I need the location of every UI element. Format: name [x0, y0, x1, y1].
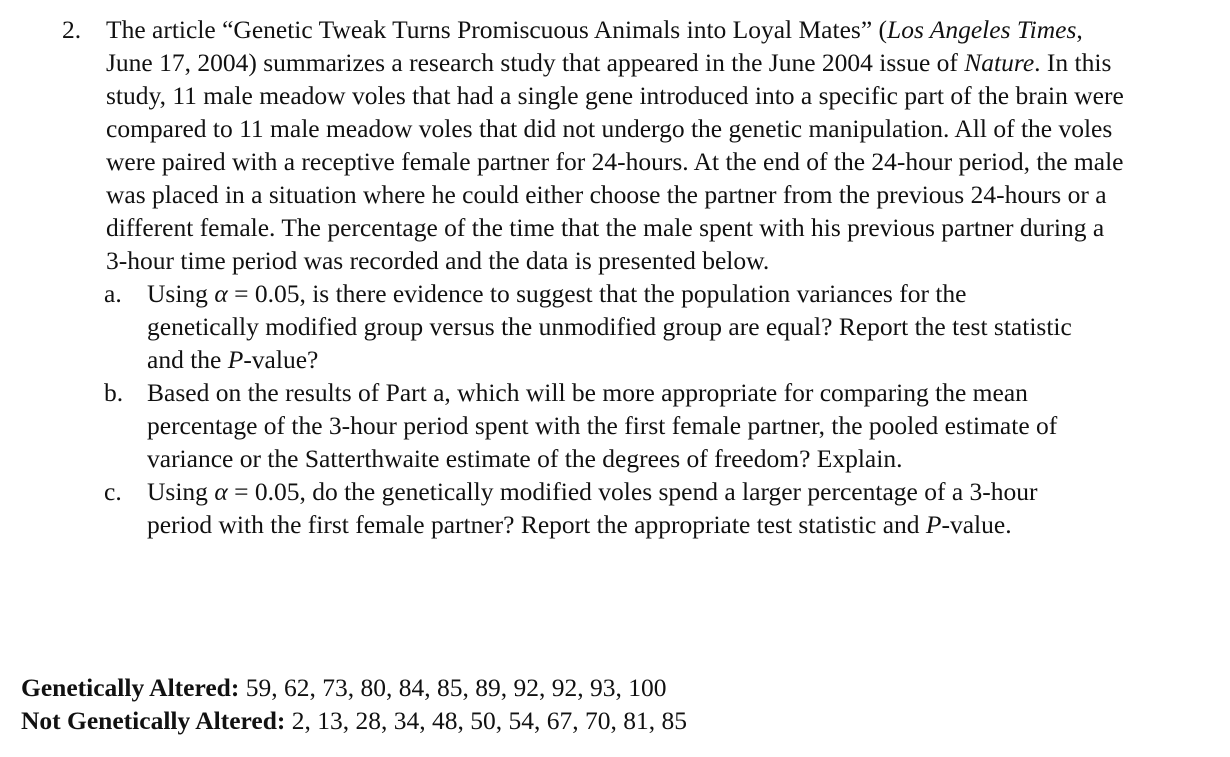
subpart-c-text-1: Using: [147, 477, 215, 506]
intro-text-2: , June 17, 2004) summarizes a research study that appeared in the June 2004 issue of: [106, 15, 1083, 77]
intro-text-1: The article “Genetic Tweak Turns Promiscuous Animals into Loyal Mates” (: [106, 15, 888, 44]
intro-text-3: . In this study, 11 male meadow voles that had a single gene introduced into a specific part of the brain were compared to 11 male meadow voles that did not undergo the genetic manipulation. All of the voles were paired with a receptive female partner for 24-hours. At the end of the 24-hour period, the male was placed in a situation where he could either choose the partner from the previous 24-hours or a different female. The percentage of the time that the male spent with his previous partner during a 3-hour time period was recorded and the data is presented below.: [106, 48, 1124, 275]
subpart-a-text-3: -value?: [243, 345, 319, 374]
subpart-a-text-2: = 0.05, is there evidence to suggest that the population variances for the genetically modified group versus the unmodified group are equal? Report the test statistic and the: [147, 279, 1072, 374]
subpart-b-text: Based on the results of Part a, which will be more appropriate for comparing the mean percentage of the 3-hour period spent with the first female partner, the pooled estimate of variance or the Satterthwaite estimate of the degrees of freedom? Explain.: [147, 378, 1058, 473]
subpart-letter: b.: [104, 378, 124, 407]
subpart-c: [62, 475, 1082, 541]
data-row-altered: [21, 671, 1121, 704]
data-row-not-altered: [21, 704, 1121, 737]
source-newspaper: Los Angeles Times: [887, 15, 1077, 44]
subpart-a: [62, 277, 1082, 376]
subpart-a-text-1: Using: [147, 279, 215, 308]
data-label-not-altered: Not Genetically Altered:: [21, 706, 286, 735]
source-journal: Nature: [964, 48, 1035, 77]
p-symbol: P: [925, 510, 942, 539]
subpart-c-text-3: -value.: [941, 510, 1012, 539]
subpart-b: [62, 376, 1082, 475]
alpha-symbol: α: [214, 477, 228, 506]
data-values-altered: 59, 62, 73, 80, 84, 85, 89, 92, 92, 93, 100: [239, 673, 667, 702]
subpart-letter: c.: [104, 477, 122, 506]
alpha-symbol: α: [214, 279, 228, 308]
subparts-list: [62, 277, 1172, 541]
problem-intro: [106, 13, 1126, 277]
problem-number: 2.: [62, 15, 82, 44]
data-section: [21, 671, 1121, 737]
p-symbol: P: [227, 345, 244, 374]
data-label-altered: Genetically Altered:: [21, 673, 240, 702]
subpart-c-text-2: = 0.05, do the genetically modified voles spend a larger percentage of a 3-hour period with the first female partner? Report the appropriate test statistic and: [147, 477, 1038, 539]
problem-body: [106, 13, 1126, 277]
subpart-letter: a.: [104, 279, 122, 308]
data-values-not-altered: 2, 13, 28, 34, 48, 50, 54, 67, 70, 81, 85: [285, 706, 688, 735]
problem-2: [62, 13, 1172, 541]
